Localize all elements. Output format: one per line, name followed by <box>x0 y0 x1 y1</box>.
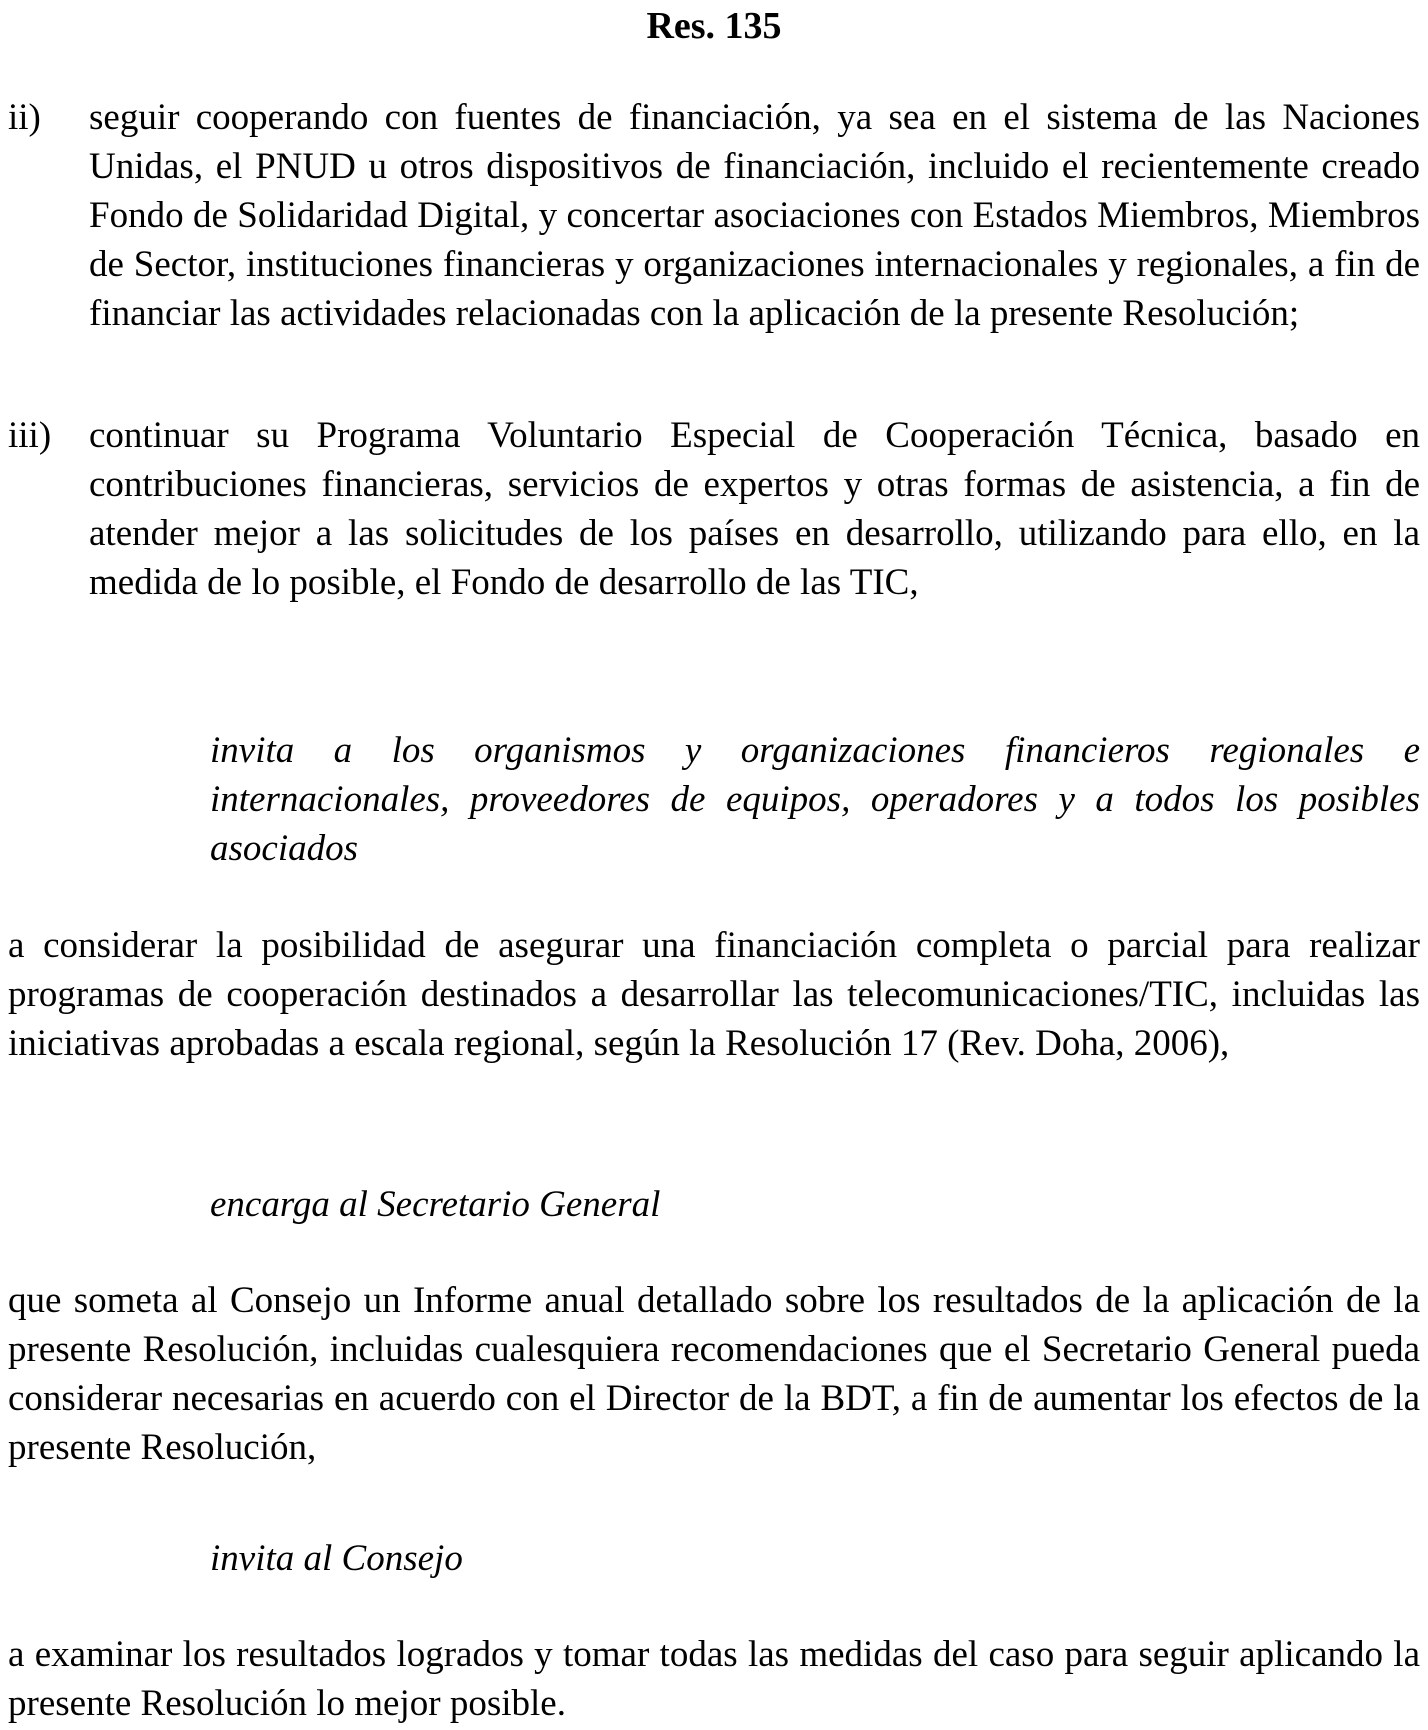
operative-clause-text: a examinar los resultados logrados y tomar todas las medidas del caso para seguir aplicando la presente Resolución lo mejor posible. <box>8 1634 1420 1724</box>
item-number: iii) <box>8 415 52 456</box>
item-text: seguir cooperando con fuentes de financiación, ya sea en el sistema de las Naciones Unidas, el PNUD u otros dispositivos de financiación, incluido el recientemente creado Fondo de Solidaridad Digital, y concertar asociaciones con Estados Miembros, Miembros de Sector, instituciones financieras y organizaciones internacionales y regionales, a fin de financiar las actividades relacionadas con la aplicación de la presente Resolución; <box>89 97 1420 334</box>
operative-clause-intro: invita a los organismos y organizaciones financieros regionales e internacionales, proveedores de equipos, operadores y a todos los posibles asociados <box>210 730 1420 869</box>
operative-clause-text: que someta al Consejo un Informe anual detallado sobre los resultados de la aplicación de la presente Resolución, incluidas cualesquiera recomendaciones que el Secretario General pueda considerar necesarias en acuerdo con el Director de la BDT, a fin de aumentar los efectos de la presente Resolución, <box>8 1280 1420 1468</box>
list-item <box>0 93 1420 338</box>
operative-clause-intro: invita al Consejo <box>210 1538 463 1579</box>
item-number: ii) <box>8 97 41 138</box>
operative-clause-text: a considerar la posibilidad de asegurar una financiación completa o parcial para realizar programas de cooperación destinados a desarrollar las telecomunicaciones/TIC, incluidas las iniciativas aprobadas a escala regional, según la Resolución 17 (Rev. Doha, 2006), <box>8 925 1420 1064</box>
operative-clause-intro: encarga al Secretario General <box>210 1184 661 1225</box>
page-header: Res. 135 <box>646 5 782 47</box>
list-item <box>0 411 1420 607</box>
item-text: continuar su Programa Voluntario Especial de Cooperación Técnica, basado en contribuciones financieras, servicios de expertos y otras formas de asistencia, a fin de atender mejor a las solicitudes de los países en desarrollo, utilizando para ello, en la medida de lo posible, el Fondo de desarrollo de las TIC, <box>89 415 1420 603</box>
